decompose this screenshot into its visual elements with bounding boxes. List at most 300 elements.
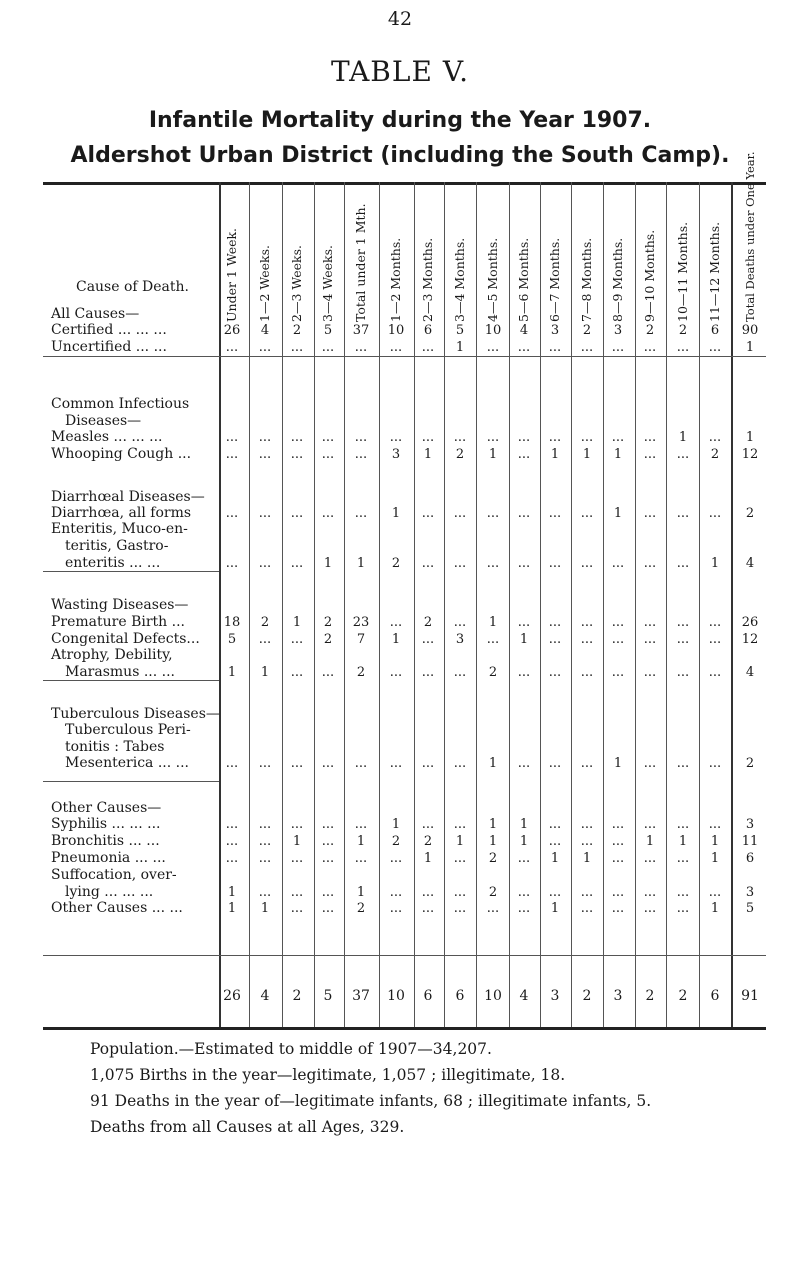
cause-label: tonitis : Tabes <box>51 739 165 755</box>
table-cell: ... <box>321 756 335 771</box>
table-cell: ... <box>548 756 562 771</box>
table-cell: ... <box>290 632 304 647</box>
table-cell: 1 <box>710 556 720 571</box>
table-cell: 1 <box>423 851 433 866</box>
table-cell: ... <box>580 615 594 630</box>
column-divider <box>344 182 345 1027</box>
table-cell: 2 <box>745 756 755 771</box>
table-cell: ... <box>486 506 500 521</box>
table-cell: ... <box>708 885 722 900</box>
table-cell: ... <box>580 885 594 900</box>
table-cell: 1 <box>227 665 237 680</box>
table-cell: ... <box>421 665 435 680</box>
table-cell: 11 <box>741 834 759 849</box>
table-cell: ... <box>290 885 304 900</box>
table-cell: ... <box>258 632 272 647</box>
cause-label: enteritis ... ... <box>51 555 161 571</box>
table-cell: ... <box>611 901 625 916</box>
table-cell: 1 <box>423 447 433 462</box>
table-cell: ... <box>258 756 272 771</box>
table-cell: 2 <box>292 323 302 338</box>
table-cell: 1 <box>582 851 592 866</box>
cause-label: All Causes— <box>51 306 140 322</box>
table-cell: ... <box>421 506 435 521</box>
table-cell: ... <box>389 615 403 630</box>
column-header <box>253 186 277 336</box>
total-cell: 91 <box>741 988 759 1004</box>
column-header-label: 3—4 Months. <box>452 237 467 322</box>
table-cell: ... <box>548 615 562 630</box>
table-cell: ... <box>548 632 562 647</box>
table-cell: ... <box>580 430 594 445</box>
table-cell: 2 <box>488 665 498 680</box>
table-cell: ... <box>354 851 368 866</box>
column-header <box>606 186 630 336</box>
column-header-label: 9—10 Months. <box>642 229 657 322</box>
table-cell: 1 <box>582 447 592 462</box>
table-cell: 2 <box>356 665 366 680</box>
table-cell: ... <box>611 556 625 571</box>
table-cell: ... <box>643 615 657 630</box>
table-cell: ... <box>486 340 500 355</box>
table-cell: 1 <box>488 834 498 849</box>
table-cell: ... <box>354 506 368 521</box>
cause-label: Diarrhœal Diseases— <box>51 489 205 505</box>
table-cell: ... <box>486 632 500 647</box>
table-cell: ... <box>548 834 562 849</box>
cause-label: lying ... ... ... <box>51 884 154 900</box>
table-cell: 1 <box>678 834 688 849</box>
table-cell: ... <box>321 851 335 866</box>
table-cell: ... <box>421 817 435 832</box>
table-cell: 1 <box>455 340 465 355</box>
table-cell: ... <box>548 340 562 355</box>
table-cell: 1 <box>550 901 560 916</box>
table-cell: ... <box>290 506 304 521</box>
table-cell: ... <box>643 447 657 462</box>
cause-label: Wasting Diseases— <box>51 597 189 613</box>
table-cell: ... <box>321 447 335 462</box>
table-cell: ... <box>421 756 435 771</box>
footnote-line: Deaths from all Causes at all Ages, 329. <box>90 1118 405 1136</box>
column-divider <box>444 182 445 1027</box>
table-cell: 1 <box>550 851 560 866</box>
table-cell: ... <box>290 430 304 445</box>
table-title: TABLE V. <box>330 55 470 88</box>
table-cell: ... <box>643 756 657 771</box>
table-cell: ... <box>580 340 594 355</box>
table-cell: 1 <box>745 430 755 445</box>
table-cell: ... <box>643 506 657 521</box>
table-cell: 4 <box>745 665 755 680</box>
table-cell: 26 <box>741 615 759 630</box>
column-header <box>349 186 373 336</box>
table-cell: ... <box>676 817 690 832</box>
total-cell: 26 <box>223 988 241 1004</box>
total-cell: 2 <box>582 988 592 1004</box>
table-cell: ... <box>580 556 594 571</box>
table-cell: ... <box>290 817 304 832</box>
table-cell: ... <box>676 340 690 355</box>
table-cell: ... <box>611 834 625 849</box>
cause-label: Diseases— <box>51 413 142 429</box>
table-cell: ... <box>290 556 304 571</box>
table-cell: ... <box>580 756 594 771</box>
column-header-label: 10—11 Months. <box>675 221 690 322</box>
table-cell: ... <box>486 556 500 571</box>
table-cell: 2 <box>423 615 433 630</box>
table-cell: ... <box>611 817 625 832</box>
table-cell: 1 <box>391 632 401 647</box>
table-cell: ... <box>258 556 272 571</box>
table-cell: 5 <box>455 323 465 338</box>
table-cell: 2 <box>323 615 333 630</box>
table-cell: ... <box>643 851 657 866</box>
table-cell: ... <box>225 430 239 445</box>
table-cell: ... <box>676 851 690 866</box>
total-cell: 37 <box>352 988 370 1004</box>
table-cell: ... <box>517 756 531 771</box>
table-cell: ... <box>354 340 368 355</box>
table-cell: 1 <box>519 834 529 849</box>
column-header <box>543 186 567 336</box>
table-cell: 1 <box>227 885 237 900</box>
column-header <box>384 186 408 336</box>
table-cell: ... <box>421 885 435 900</box>
column-divider <box>731 182 733 1027</box>
table-cell: ... <box>225 340 239 355</box>
table-cell: ... <box>225 756 239 771</box>
table-cell: ... <box>421 901 435 916</box>
table-subtitle-line-2: Aldershot Urban District (including the South Camp). <box>70 143 730 168</box>
table-cell: 6 <box>710 323 720 338</box>
table-cell: 3 <box>613 323 623 338</box>
table-cell: ... <box>389 665 403 680</box>
table-cell: 1 <box>488 447 498 462</box>
table-cell: ... <box>258 447 272 462</box>
table-cell: 1 <box>292 615 302 630</box>
total-cell: 10 <box>484 988 502 1004</box>
table-cell: ... <box>421 632 435 647</box>
table-cell: ... <box>453 556 467 571</box>
total-cell: 3 <box>613 988 623 1004</box>
total-cell: 4 <box>260 988 270 1004</box>
column-divider <box>635 182 636 1027</box>
table-cell: 2 <box>582 323 592 338</box>
table-cell: ... <box>517 885 531 900</box>
column-header-label: 6—7 Months. <box>547 237 562 322</box>
column-divider <box>476 182 477 1027</box>
column-header <box>448 186 472 336</box>
table-cell: ... <box>421 556 435 571</box>
table-cell: ... <box>676 901 690 916</box>
row-divider <box>43 781 219 782</box>
table-cell: 5 <box>227 632 237 647</box>
cause-label: Mesenterica ... ... <box>51 755 189 771</box>
table-cell: 1 <box>613 506 623 521</box>
table-cell: 2 <box>356 901 366 916</box>
column-header-label: 2—3 Weeks. <box>289 245 304 322</box>
table-cell: 1 <box>488 615 498 630</box>
table-cell: ... <box>580 834 594 849</box>
table-cell: 1 <box>710 901 720 916</box>
cause-label: Measles ... ... ... <box>51 429 163 445</box>
table-cell: ... <box>676 632 690 647</box>
total-cell: 5 <box>323 988 333 1004</box>
table-cell: ... <box>453 901 467 916</box>
table-cell: ... <box>389 901 403 916</box>
column-header-label: 8—9 Months. <box>610 237 625 322</box>
table-cell: 12 <box>741 447 759 462</box>
column-divider <box>314 182 315 1027</box>
total-cell: 6 <box>423 988 433 1004</box>
column-header-label: Total Deaths under One Year. <box>743 151 757 322</box>
page-number: 42 <box>387 8 413 30</box>
table-cell: 1 <box>391 506 401 521</box>
table-cell: ... <box>708 632 722 647</box>
table-cell: ... <box>548 556 562 571</box>
table-cell: 1 <box>488 756 498 771</box>
table-cell: 2 <box>745 506 755 521</box>
table-cell: ... <box>643 632 657 647</box>
table-cell: 1 <box>519 632 529 647</box>
table-cell: ... <box>225 851 239 866</box>
table-cell: 1 <box>613 756 623 771</box>
cause-label: Diarrhœa, all forms <box>51 505 192 521</box>
table-cell: ... <box>389 340 403 355</box>
column-header <box>481 186 505 336</box>
table-cell: 3 <box>745 817 755 832</box>
table-cell: ... <box>708 506 722 521</box>
table-cell: ... <box>676 447 690 462</box>
table-cell: 2 <box>455 447 465 462</box>
footnote-line: 91 Deaths in the year of—legitimate infants, 68 ; illegitimate infants, 5. <box>90 1092 652 1110</box>
column-divider <box>414 182 415 1027</box>
table-cell: ... <box>225 817 239 832</box>
table-cell: 1 <box>391 817 401 832</box>
table-cell: 4 <box>745 556 755 571</box>
table-cell: ... <box>708 430 722 445</box>
column-header <box>703 186 727 336</box>
table-cell: ... <box>225 506 239 521</box>
column-header <box>285 186 309 336</box>
cause-label: Common Infectious <box>51 396 190 412</box>
table-cell: 2 <box>391 556 401 571</box>
table-cell: ... <box>258 340 272 355</box>
table-cell: ... <box>580 632 594 647</box>
column-header-label: 1—2 Months. <box>388 237 403 322</box>
total-cell: 2 <box>292 988 302 1004</box>
table-cell: 1 <box>356 556 366 571</box>
table-cell: 6 <box>423 323 433 338</box>
column-divider <box>666 182 667 1027</box>
column-header <box>316 186 340 336</box>
table-cell: ... <box>643 901 657 916</box>
table-cell: ... <box>643 665 657 680</box>
table-cell: 26 <box>223 323 241 338</box>
table-cell: ... <box>290 851 304 866</box>
table-cell: ... <box>321 430 335 445</box>
table-cell: ... <box>676 756 690 771</box>
table-cell: 1 <box>645 834 655 849</box>
table-cell: ... <box>321 834 335 849</box>
table-cell: 1 <box>455 834 465 849</box>
table-cell: ... <box>548 430 562 445</box>
table-cell: ... <box>321 817 335 832</box>
column-divider <box>249 182 250 1027</box>
cause-label: Premature Birth ... <box>51 614 185 630</box>
table-cell: ... <box>611 340 625 355</box>
table-cell: 1 <box>745 340 755 355</box>
table-cell: ... <box>421 430 435 445</box>
total-cell: 10 <box>387 988 405 1004</box>
table-cell: ... <box>517 851 531 866</box>
column-header-label: Total under 1 Mth. <box>353 203 368 322</box>
row-divider <box>43 356 766 357</box>
table-cell: ... <box>611 885 625 900</box>
table-cell: 1 <box>260 665 270 680</box>
column-divider <box>571 182 572 1027</box>
cause-label: Bronchitis ... ... <box>51 833 160 849</box>
table-cell: 18 <box>223 615 241 630</box>
cause-label: Syphilis ... ... ... <box>51 816 161 832</box>
table-cell: ... <box>517 340 531 355</box>
table-cell: ... <box>611 665 625 680</box>
column-header <box>220 186 244 336</box>
table-cell: ... <box>258 851 272 866</box>
table-cell: ... <box>258 506 272 521</box>
table-cell: ... <box>611 851 625 866</box>
table-cell: ... <box>389 756 403 771</box>
cause-label: Suffocation, over- <box>51 867 177 883</box>
table-cell: ... <box>580 665 594 680</box>
table-cell: ... <box>517 665 531 680</box>
table-cell: ... <box>453 885 467 900</box>
table-cell: 2 <box>391 834 401 849</box>
total-cell: 4 <box>519 988 529 1004</box>
table-cell: ... <box>225 834 239 849</box>
table-cell: ... <box>517 506 531 521</box>
column-divider <box>379 182 380 1027</box>
table-cell: ... <box>453 665 467 680</box>
table-cell: ... <box>517 447 531 462</box>
table-cell: ... <box>708 756 722 771</box>
table-cell: ... <box>258 430 272 445</box>
table-cell: 2 <box>488 885 498 900</box>
table-cell: ... <box>389 430 403 445</box>
table-cell: 3 <box>391 447 401 462</box>
column-header <box>416 186 440 336</box>
table-cell: 6 <box>745 851 755 866</box>
total-cell: 2 <box>678 988 688 1004</box>
table-cell: 10 <box>484 323 502 338</box>
total-cell: 6 <box>710 988 720 1004</box>
table-cell: 1 <box>613 447 623 462</box>
cause-label: Uncertified ... ... <box>51 339 167 355</box>
table-cell: ... <box>643 885 657 900</box>
cause-label: Other Causes ... ... <box>51 900 183 916</box>
cause-label: Tuberculous Diseases— <box>51 706 220 722</box>
column-header-label: 11—12 Months. <box>707 221 722 322</box>
table-cell: ... <box>517 901 531 916</box>
table-cell: ... <box>548 665 562 680</box>
table-cell: ... <box>453 817 467 832</box>
column-header <box>738 151 762 336</box>
table-cell: 1 <box>488 817 498 832</box>
total-cell: 3 <box>550 988 560 1004</box>
table-cell: ... <box>354 756 368 771</box>
table-cell: ... <box>321 340 335 355</box>
table-cell: ... <box>453 851 467 866</box>
table-cell: 2 <box>323 632 333 647</box>
table-cell: ... <box>611 615 625 630</box>
cause-label: Enteritis, Muco-en- <box>51 521 188 537</box>
row-divider <box>43 571 219 572</box>
table-cell: 1 <box>356 834 366 849</box>
table-cell: ... <box>453 615 467 630</box>
table-cell: 1 <box>519 817 529 832</box>
cause-label: Marasmus ... ... <box>51 664 175 680</box>
table-cell: ... <box>389 885 403 900</box>
table-cell: 1 <box>356 885 366 900</box>
table-cell: 1 <box>323 556 333 571</box>
table-cell: 2 <box>423 834 433 849</box>
table-cell: ... <box>321 901 335 916</box>
table-cell: ... <box>354 817 368 832</box>
table-cell: ... <box>486 901 500 916</box>
column-header-label: 5—6 Months. <box>516 237 531 322</box>
table-cell: ... <box>517 556 531 571</box>
footnote-line: Population.—Estimated to middle of 1907—34,207. <box>90 1040 492 1058</box>
table-cell: ... <box>290 447 304 462</box>
table-cell: 1 <box>710 851 720 866</box>
table-cell: ... <box>517 430 531 445</box>
table-cell: 3 <box>550 323 560 338</box>
table-cell: ... <box>708 340 722 355</box>
table-cell: ... <box>611 632 625 647</box>
column-header <box>638 186 662 336</box>
table-cell: 2 <box>488 851 498 866</box>
column-divider <box>603 182 604 1027</box>
table-cell: ... <box>548 885 562 900</box>
column-header <box>671 186 695 336</box>
table-cell: 90 <box>741 323 759 338</box>
table-cell: ... <box>580 901 594 916</box>
table-cell: 3 <box>455 632 465 647</box>
table-cell: ... <box>708 817 722 832</box>
table-cell: ... <box>225 447 239 462</box>
row-divider <box>43 955 766 956</box>
table-cell: ... <box>580 817 594 832</box>
column-header-label: 4—5 Months. <box>485 237 500 322</box>
cause-of-death-header: Cause of Death. <box>75 279 189 295</box>
table-cell: ... <box>708 665 722 680</box>
cause-label: Tuberculous Peri- <box>51 722 191 738</box>
column-header <box>575 186 599 336</box>
table-cell: ... <box>321 506 335 521</box>
table-cell: ... <box>708 615 722 630</box>
table-cell: 1 <box>678 430 688 445</box>
cause-label: Pneumonia ... ... <box>51 850 166 866</box>
table-cell: 10 <box>387 323 405 338</box>
cause-label: Whooping Cough ... <box>51 446 192 462</box>
table-cell: 7 <box>356 632 366 647</box>
table-subtitle-line-1: Infantile Mortality during the Year 1907. <box>148 108 652 133</box>
table-cell: ... <box>643 340 657 355</box>
table-cell: ... <box>290 901 304 916</box>
table-cell: ... <box>290 665 304 680</box>
table-cell: 2 <box>710 447 720 462</box>
